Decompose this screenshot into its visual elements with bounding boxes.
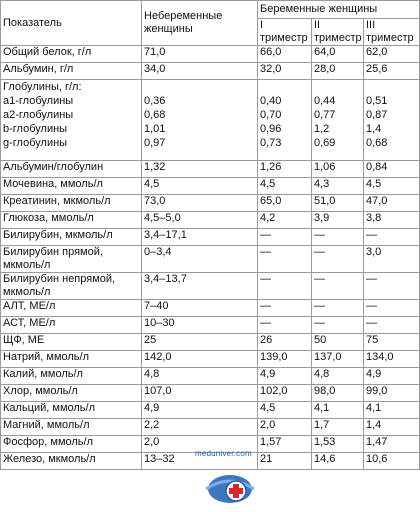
row-name: АСТ, МЕ/л (1, 317, 142, 334)
row-name: Билирубин прямой, мкмоль/л (1, 246, 142, 273)
row-trimester-2: 1,06 (312, 161, 364, 178)
row-name: Кальций, ммоль/л (1, 402, 142, 419)
table-row (1, 436, 420, 453)
row-name: Общий белок, г/л (1, 46, 142, 63)
globulin-value: 0,70 (260, 109, 282, 121)
row-trimester-2: 3,9 (312, 212, 364, 229)
row-trimester-3: 3,8 (364, 212, 420, 229)
row-trimester-3: 4,1 (364, 402, 420, 419)
row-non-pregnant: 1,32 (142, 161, 258, 178)
globulin-value: 0,87 (366, 109, 388, 121)
row-trimester-2: — (312, 317, 364, 334)
row-trimester-3: 47,0 (364, 195, 420, 212)
row-non-pregnant: 4,8 (142, 368, 258, 385)
globulin-value: 0,40 (260, 95, 282, 107)
row-trimester-3: 3,0 (364, 246, 420, 273)
globulin-name: b-глобулины (3, 123, 68, 135)
row-non-pregnant: 73,0 (142, 195, 258, 212)
row-trimester-2: — (312, 273, 364, 300)
row-trimester-3: — (364, 229, 420, 246)
header-trimester-3: III триместр (364, 19, 420, 46)
globulins-row (1, 80, 420, 161)
row-name: Мочевина, ммоль/л (1, 178, 142, 195)
row-trimester-1: — (258, 300, 312, 317)
globulin-value: 0,51 (366, 95, 388, 107)
table-row (1, 300, 420, 317)
globulins-trimester-2 (312, 80, 364, 161)
header-indicator: Показатель (1, 1, 142, 46)
table-row (1, 195, 420, 212)
row-non-pregnant: 7–40 (142, 300, 258, 317)
table-row (1, 161, 420, 178)
row-trimester-1: 4,5 (258, 402, 312, 419)
row-trimester-1: 4,5 (258, 178, 312, 195)
row-trimester-1: — (258, 317, 312, 334)
row-trimester-1: 26 (258, 334, 312, 351)
row-name: Билирубин, мкмоль/л (1, 229, 142, 246)
row-trimester-1: — (258, 273, 312, 300)
row-non-pregnant: 4,5–5,0 (142, 212, 258, 229)
row-non-pregnant: 25 (142, 334, 258, 351)
row-trimester-2: 98,0 (312, 385, 364, 402)
row-trimester-3: — (364, 300, 420, 317)
row-non-pregnant: 0–3,4 (142, 246, 258, 273)
row-non-pregnant: 3,4–13,7 (142, 273, 258, 300)
row-trimester-1: — (258, 229, 312, 246)
globulin-value: 0,68 (144, 109, 166, 121)
table-row (1, 229, 420, 246)
row-trimester-2: 64,0 (312, 46, 364, 63)
globulin-value: 0,36 (144, 95, 166, 107)
header-non-pregnant: Небеременные женщины (142, 1, 258, 46)
table-row (1, 419, 420, 436)
globulin-value: 1,01 (144, 123, 166, 135)
globulin-value: 0,68 (366, 137, 388, 149)
globulin-name: а1-глобулины (3, 95, 74, 107)
row-non-pregnant: 71,0 (142, 46, 258, 63)
row-trimester-3: 99,0 (364, 385, 420, 402)
row-trimester-1: 65,0 (258, 195, 312, 212)
row-trimester-3: 75 (364, 334, 420, 351)
row-name: Натрий, ммоль/л (1, 351, 142, 368)
row-trimester-1: 4,9 (258, 368, 312, 385)
globulin-value: 0,44 (314, 95, 336, 107)
table-row (1, 368, 420, 385)
table-row (1, 351, 420, 368)
row-trimester-1: 32,0 (258, 63, 312, 80)
row-trimester-1: 4,2 (258, 212, 312, 229)
row-trimester-2: 51,0 (312, 195, 364, 212)
table-row (1, 246, 420, 273)
table-row (1, 453, 420, 470)
table-row (1, 402, 420, 419)
row-trimester-3: 1,4 (364, 419, 420, 436)
globulin-value: 1,4 (366, 123, 382, 135)
row-trimester-3: 0,84 (364, 161, 420, 178)
table-row (1, 317, 420, 334)
row-non-pregnant: 142,0 (142, 351, 258, 368)
row-trimester-1: 1,26 (258, 161, 312, 178)
row-name: Хлор, ммоль/л (1, 385, 142, 402)
watermark-text: meduniver.com (195, 449, 252, 458)
row-trimester-2: 28,0 (312, 63, 364, 80)
row-name: Железо, мкмоль/л (1, 453, 142, 470)
table-row (1, 385, 420, 402)
header-pregnant: Беременные женщины (258, 1, 420, 19)
row-trimester-1: 2,0 (258, 419, 312, 436)
row-trimester-2: 4,1 (312, 402, 364, 419)
globulin-value: 0,96 (260, 123, 282, 135)
globulin-name: а2-глобулины (3, 109, 74, 121)
table-row (1, 178, 420, 195)
row-name: Креатинин, мкмоль/л (1, 195, 142, 212)
row-non-pregnant: 34,0 (142, 63, 258, 80)
globulin-name: g-глобулины (3, 137, 68, 149)
row-trimester-2: 50 (312, 334, 364, 351)
row-name: Альбумин, г/л (1, 63, 142, 80)
globulin-value: 0,73 (260, 137, 282, 149)
row-trimester-1: 21 (258, 453, 312, 470)
row-trimester-3: 1,47 (364, 436, 420, 453)
globulin-value: 0,69 (314, 137, 336, 149)
row-trimester-2: — (312, 246, 364, 273)
row-trimester-2: 4,3 (312, 178, 364, 195)
row-non-pregnant: 4,9 (142, 402, 258, 419)
row-trimester-1: 139,0 (258, 351, 312, 368)
row-name: Альбумин/глобулин (1, 161, 142, 178)
header-trimester-2: II триместр (312, 19, 364, 46)
row-name: Глюкоза, ммоль/л (1, 212, 142, 229)
row-trimester-1: — (258, 246, 312, 273)
row-name: Магний, ммоль/л (1, 419, 142, 436)
table-row (1, 212, 420, 229)
row-name: Фосфор, ммоль/л (1, 436, 142, 453)
row-trimester-1: 102,0 (258, 385, 312, 402)
row-trimester-3: 134,0 (364, 351, 420, 368)
row-trimester-2: 137,0 (312, 351, 364, 368)
row-trimester-2: 14,6 (312, 453, 364, 470)
globulin-value: 1,2 (314, 123, 330, 135)
row-name: АЛТ, МЕ/л (1, 300, 142, 317)
globulin-value: 0,97 (144, 137, 166, 149)
globulins-trimester-1 (258, 80, 312, 161)
row-name: ЩФ, МЕ (1, 334, 142, 351)
row-trimester-3: 4,5 (364, 178, 420, 195)
globulins-title: Глобулины, г/л: (3, 81, 82, 93)
table-row (1, 63, 420, 80)
row-trimester-2: 1,7 (312, 419, 364, 436)
globulin-value: 0,77 (314, 109, 336, 121)
table-row (1, 273, 420, 300)
row-trimester-2: 1,53 (312, 436, 364, 453)
table-row (1, 334, 420, 351)
row-trimester-3: — (364, 273, 420, 300)
row-trimester-2: 4,8 (312, 368, 364, 385)
row-trimester-3: 62,0 (364, 46, 420, 63)
row-name: Калий, ммоль/л (1, 368, 142, 385)
row-trimester-3: 10,6 (364, 453, 420, 470)
row-non-pregnant: 2,2 (142, 419, 258, 436)
row-trimester-2: — (312, 229, 364, 246)
row-trimester-3: 4,9 (364, 368, 420, 385)
row-non-pregnant: 2,0 (142, 436, 258, 453)
row-non-pregnant: 13–32 (142, 453, 258, 470)
row-trimester-3: — (364, 317, 420, 334)
globulins-names (1, 80, 142, 161)
header-trimester-1: I триместр (258, 19, 312, 46)
row-trimester-3: 25,6 (364, 63, 420, 80)
row-name: Билирубин непрямой, мкмоль/л (1, 273, 142, 300)
row-non-pregnant: 4,5 (142, 178, 258, 195)
globulins-non-pregnant (142, 80, 258, 161)
row-non-pregnant: 107,0 (142, 385, 258, 402)
row-trimester-1: 66,0 (258, 46, 312, 63)
row-non-pregnant: 3,4–17,1 (142, 229, 258, 246)
globulins-trimester-3 (364, 80, 420, 161)
row-trimester-2: — (312, 300, 364, 317)
row-trimester-1: 1,57 (258, 436, 312, 453)
row-non-pregnant: 10–30 (142, 317, 258, 334)
table-row (1, 46, 420, 63)
